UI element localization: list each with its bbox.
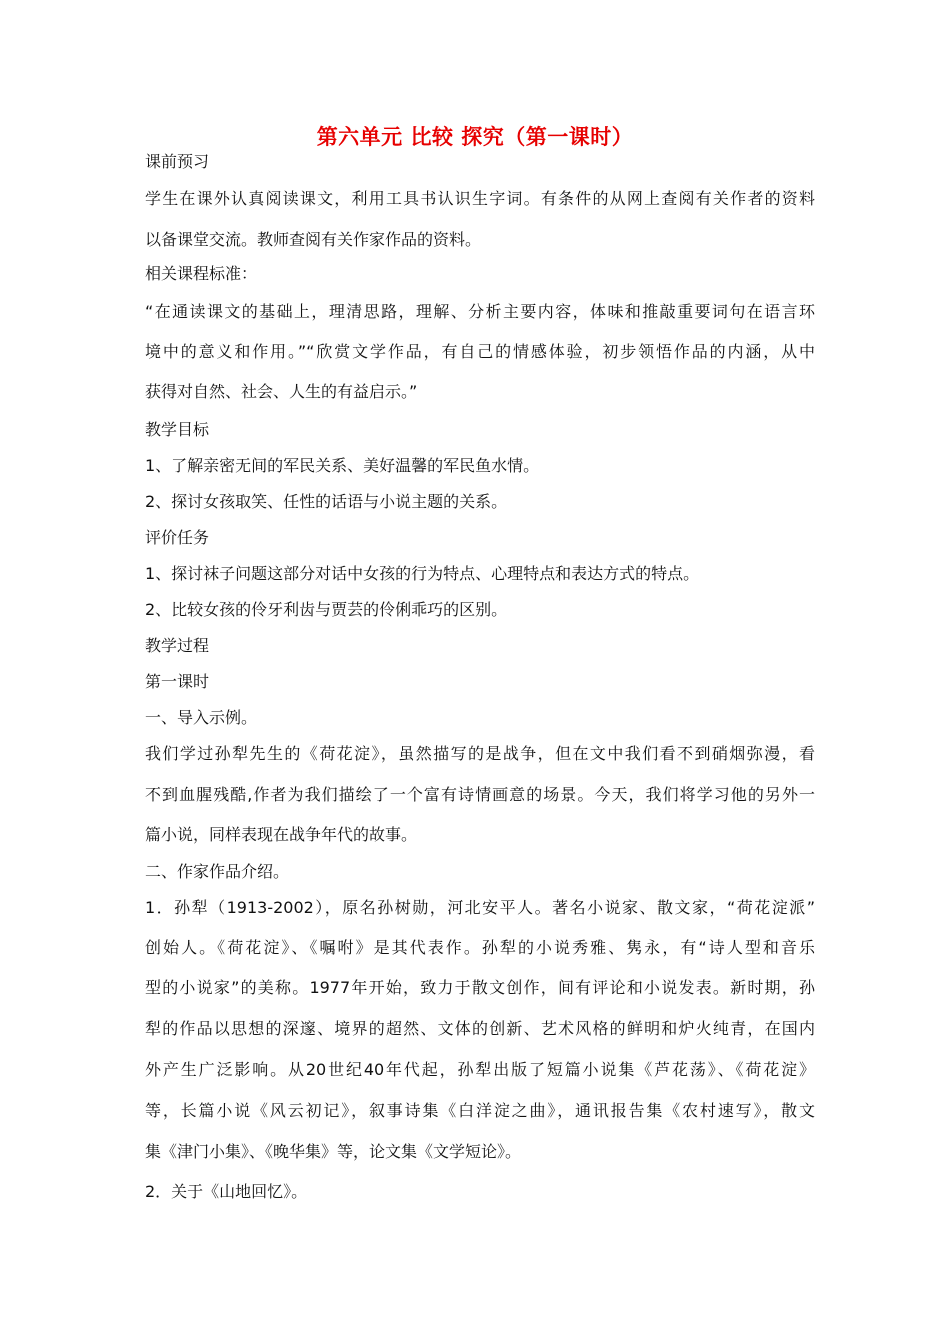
text-line: 教学过程 <box>145 636 210 655</box>
text-line: 课前预习 <box>145 152 210 171</box>
text-line: 以备课堂交流。教师查阅有关作家作品的资料。 <box>145 230 482 249</box>
text-line: 评价任务 <box>145 528 210 547</box>
text-line: 篇小说，同样表现在战争年代的故事。 <box>145 825 418 844</box>
text-line: 我们学过孙犁先生的《荷花淀》，虽然描写的是战争，但在文中我们看不到硝烟弥漫，看 <box>145 744 815 763</box>
text-line: “在通读课文的基础上，理清思路，理解、分析主要内容，体味和推敲重要词句在语言环 <box>145 302 815 321</box>
text-line: 型的小说家”的美称。1977年开始，致力于散文创作，间有评论和小说发表。新时期，孙 <box>145 978 815 997</box>
text-line: 2、探讨女孩取笑、任性的话语与小说主题的关系。 <box>145 492 508 511</box>
text-line: 外产生广泛影响。从20世纪40年代起，孙犁出版了短篇小说集《芦花荡》、《荷花淀》 <box>145 1060 815 1079</box>
text-line: 2．关于《山地回忆》。 <box>145 1182 308 1201</box>
text-line: 1．孙犁（1913-2002），原名孙树勋，河北安平人。著名小说家、散文家，“荷花淀派” <box>145 898 815 917</box>
text-line: 获得对自然、社会、人生的有益启示。” <box>145 382 418 401</box>
text-line: 一、导入示例。 <box>145 708 258 727</box>
text-line: 1、了解亲密无间的军民关系、美好温馨的军民鱼水情。 <box>145 456 540 475</box>
text-line: 教学目标 <box>145 420 210 439</box>
document-title: 第六单元 比较 探究（第一课时） <box>316 125 634 149</box>
text-line: 境中的意义和作用。”“欣赏文学作品，有自己的情感体验，初步领悟作品的内涵，从中 <box>145 342 815 361</box>
text-line: 犁的作品以思想的深邃、境界的超然、文体的创新、艺术风格的鲜明和炉火纯青，在国内 <box>145 1019 815 1038</box>
text-line: 等，长篇小说《风云初记》，叙事诗集《白洋淀之曲》，通讯报告集《农村速写》，散文 <box>145 1101 815 1120</box>
text-line: 创始人。《荷花淀》、《嘱咐》是其代表作。孙犁的小说秀雅、隽永，有“诗人型和音乐 <box>145 938 815 957</box>
text-line: 第一课时 <box>145 672 210 691</box>
text-line: 2、比较女孩的伶牙利齿与贾芸的伶俐乖巧的区别。 <box>145 600 508 619</box>
text-line: 集《津门小集》、《晚华集》等，论文集《文学短论》。 <box>145 1142 522 1161</box>
text-line: 学生在课外认真阅读课文，利用工具书认识生字词。有条件的从网上查阅有关作者的资料 <box>145 189 815 208</box>
text-line: 不到血腥残酷,作者为我们描绘了一个富有诗情画意的场景。今天，我们将学习他的另外一 <box>145 785 815 804</box>
text-line: 二、作家作品介绍。 <box>145 862 290 881</box>
text-line: 相关课程标准： <box>145 264 258 283</box>
text-line: 1、探讨袜子问题这部分对话中女孩的行为特点、心理特点和表达方式的特点。 <box>145 564 700 583</box>
